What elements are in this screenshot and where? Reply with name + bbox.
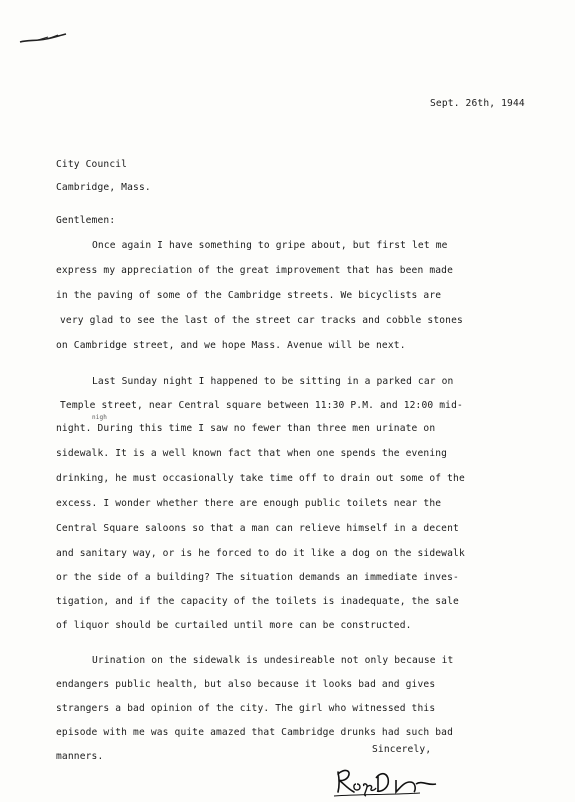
recipient-line-2: Cambridge, Mass. <box>56 182 151 193</box>
paragraph-2-line-2: Temple street, near Central square between 11:30 P.M. and 12:00 mid- <box>60 400 463 411</box>
paragraph-2-line-6: excess. I wonder whether there are enough public toilets near the <box>56 498 442 509</box>
date-line: Sept. 26th, 1944 <box>430 98 525 109</box>
closing: Sincerely, <box>372 744 432 755</box>
paragraph-2-line-10: tigation, and if the capacity of the toilets is inadequate, the sale <box>56 596 459 607</box>
paragraph-3-line-4: episode with me was quite amazed that Cambridge drunks had such bad <box>56 727 454 738</box>
paragraph-2-line-9: or the side of a building? The situation demands an immediate inves- <box>56 572 459 583</box>
interlineation: nigh <box>92 414 108 421</box>
paragraph-3-line-5: manners. <box>56 751 104 762</box>
paragraph-1-line-5: on Cambridge street, and we hope Mass. Avenue will be next. <box>56 340 406 351</box>
paragraph-2-line-8: and sanitary way, or is he forced to do it like a dog on the sidewalk <box>56 548 465 559</box>
signature-scribble <box>330 762 440 798</box>
pen-mark <box>18 28 70 48</box>
paragraph-3-line-2: endangers public health, but also because it looks bad and gives <box>56 679 436 690</box>
paragraph-1-line-3: in the paving of some of the Cambridge streets. We bicyclists are <box>56 290 442 301</box>
paragraph-1-line-4: very glad to see the last of the street car tracks and cobble stones <box>60 315 463 326</box>
paragraph-3-line-3: strangers a bad opinion of the city. The girl who witnessed this <box>56 703 436 714</box>
paragraph-2-line-11: of liquor should be curtailed until more can be constructed. <box>56 620 412 631</box>
paragraph-2-line-4: sidewalk. It is a well known fact that when one spends the evening <box>56 448 448 459</box>
signature <box>330 762 440 798</box>
paragraph-2-line-1: Last Sunday night I happened to be sitting in a parked car on <box>92 376 454 387</box>
paragraph-2-line-7: Central Square saloons so that a man can relieve himself in a decent <box>56 523 459 534</box>
paragraph-2-line-5: drinking, he must occasionally take time off to drain out some of the <box>56 473 465 484</box>
paragraph-1-line-2: express my appreciation of the great improvement that has been made <box>56 265 454 276</box>
paragraph-3-line-1: Urination on the sidewalk is undesireable not only because it <box>92 655 454 666</box>
salutation: Gentlemen: <box>56 215 116 226</box>
paragraph-1-line-1: Once again I have something to gripe about, but first let me <box>92 240 448 251</box>
paragraph-2-line-3: night. During this time I saw no fewer than three men urinate on <box>56 423 436 434</box>
recipient-line-1: City Council <box>56 159 128 170</box>
